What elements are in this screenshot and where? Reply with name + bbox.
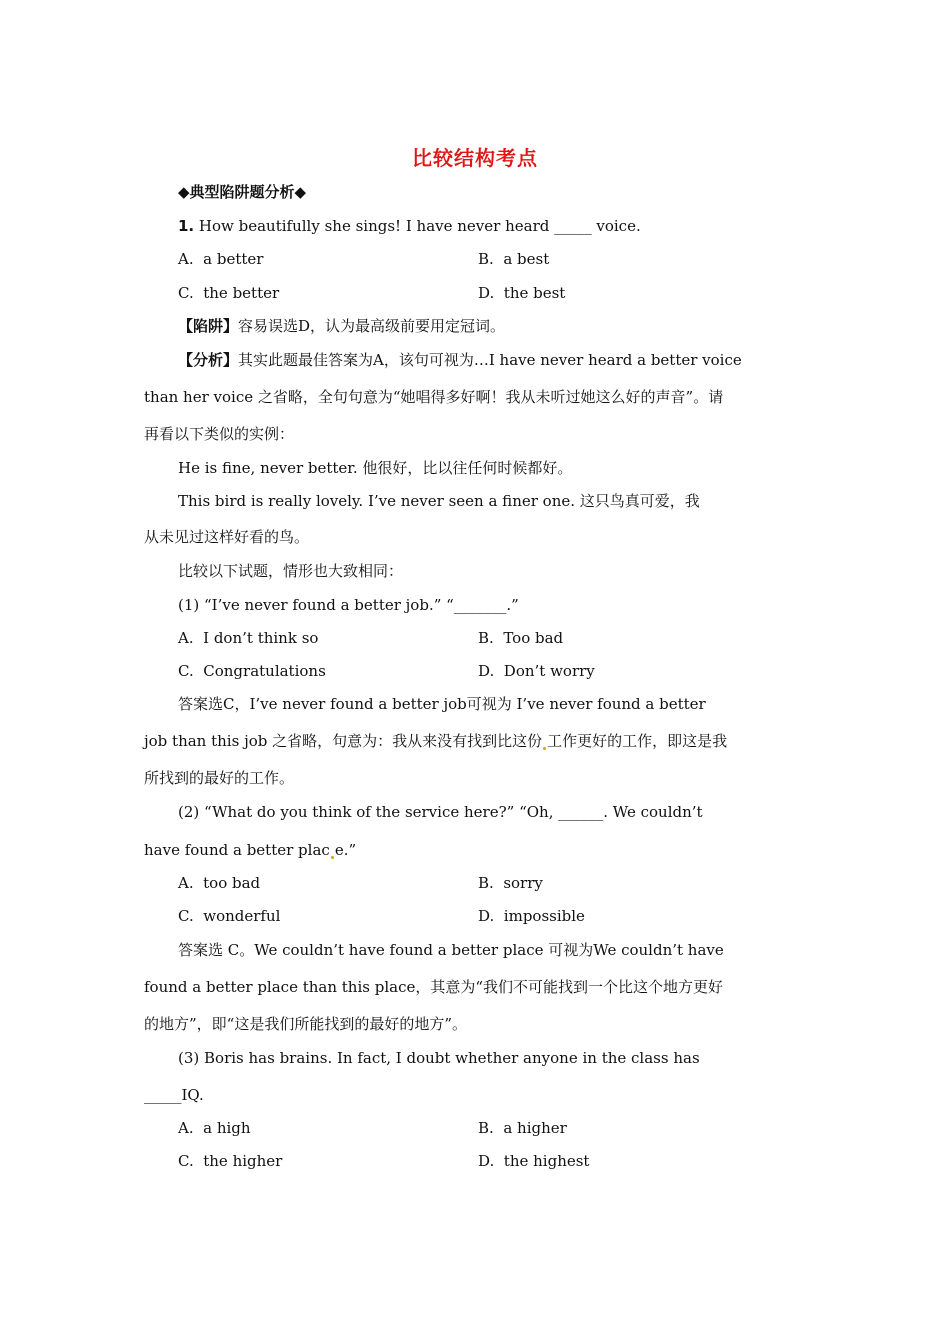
sub-question-3-option-b: B. a higher — [478, 1119, 567, 1137]
sub-question-2-option-c: C. wonderful — [178, 907, 281, 925]
sub-question-2-answer-line-2: found a better place than this place，其意为“我们不可能找到一个比这个地方更好 — [144, 978, 724, 996]
answer-text-part: 工作更好的工作，即这是我 — [547, 732, 728, 750]
sub-question-1-answer-line-3: 所找到的最好的工作。 — [144, 769, 295, 787]
sub-question-2-answer-line-3: 的地方”，即“这是我们所能找到的最好的地方”。 — [144, 1015, 468, 1033]
compare-intro: 比较以下试题，情形也大致相同： — [178, 562, 404, 580]
sub-question-1-stem: (1) “I’ve never found a better job.” “_______.” — [178, 596, 519, 614]
sub-question-1-option-a: A. I don’t think so — [178, 629, 319, 647]
sub-question-2-stem-line-1: (2) “What do you think of the service here?” “Oh, ______. We couldn’t — [178, 803, 703, 821]
question-1-number: 1. — [178, 217, 195, 235]
answer-text-part: job than this job 之省略，句意为：我从来没有找到比这份 — [144, 732, 543, 750]
sub-question-1-option-b: B. Too bad — [478, 629, 564, 647]
stem-text-part: e.” — [334, 841, 357, 859]
sub-question-3-stem-line-1: (3) Boris has brains. In fact, I doubt whether anyone in the class has — [178, 1049, 700, 1067]
analysis-text-1: 其实此题最佳答案为A，该句可视为…I have never heard a better voice — [238, 351, 742, 369]
page-title: 比较结构考点 — [412, 146, 538, 170]
stem-text-part: have found a better plac — [144, 841, 330, 859]
sub-question-1-answer-line-1: 答案选C，I’ve never found a better job可视为 I’ve never found a better — [178, 695, 706, 713]
sub-question-1-option-c: C. Congratulations — [178, 662, 326, 680]
example-1: He is fine, never better. 他很好，比以往任何时候都好。 — [178, 459, 573, 477]
sub-question-1-option-d: D. Don’t worry — [478, 662, 595, 680]
question-1-option-d: D. the best — [478, 284, 566, 302]
analysis-line-2: than her voice 之省略，全句句意为“她唱得多好啊！我从未听过她这么好的声音”。请 — [144, 388, 724, 406]
marker-dot-icon — [331, 856, 334, 859]
sub-question-3-option-c: C. the higher — [178, 1152, 283, 1170]
analysis-label: 【分析】 — [178, 351, 239, 369]
question-1-text: How beautifully she sings! I have never heard _____ voice. — [194, 217, 641, 235]
trap-text: 容易误选D，认为最高级前要用定冠词。 — [238, 317, 506, 335]
question-1-option-c: C. the better — [178, 284, 280, 302]
question-1-option-b: B. a best — [478, 250, 550, 268]
marker-dot-icon — [543, 747, 546, 750]
sub-question-2-option-a: A. too bad — [178, 874, 261, 892]
section-heading: ◆典型陷阱题分析◆ — [178, 183, 307, 201]
sub-question-3-stem-line-2: _____IQ. — [144, 1086, 204, 1104]
sub-question-2-option-d: D. impossible — [478, 907, 585, 925]
analysis-line-1 — [178, 350, 742, 370]
example-2-line-1: This bird is really lovely. I’ve never seen a finer one. 这只鸟真可爱，我 — [178, 492, 700, 510]
sub-question-2-option-b: B. sorry — [478, 874, 543, 892]
sub-question-2-answer-line-1: 答案选 C。We couldn’t have found a better place 可视为We couldn’t have — [178, 941, 724, 959]
trap-paragraph — [178, 316, 505, 336]
trap-label: 【陷阱】 — [178, 317, 239, 335]
question-1-stem — [178, 216, 641, 236]
sub-question-3-option-a: A. a high — [178, 1119, 251, 1137]
sub-question-1-answer-line-2 — [144, 731, 727, 751]
sub-question-3-option-d: D. the highest — [478, 1152, 590, 1170]
sub-question-2-stem-line-2 — [144, 840, 356, 860]
analysis-line-3: 再看以下类似的实例： — [144, 425, 295, 443]
example-2-line-2: 从未见过这样好看的鸟。 — [144, 528, 310, 546]
question-1-option-a: A. a better — [178, 250, 264, 268]
